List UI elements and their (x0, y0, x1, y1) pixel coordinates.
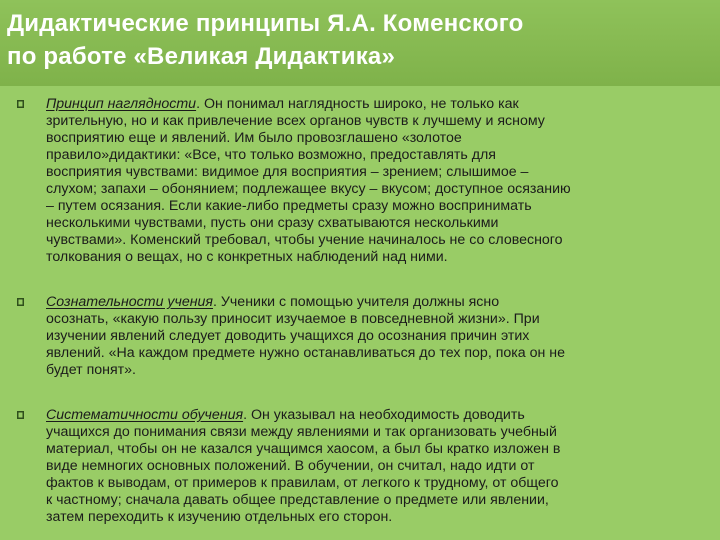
principle-text-line: зрительную, но и как привлечение всех органов чувств к лучшему и ясному (46, 113, 545, 129)
square-bullet-icon (16, 410, 25, 420)
slide-body (14, 96, 706, 526)
principle-text-line: правило»дидактики: «Все, что только возможно, предоставлять для (46, 147, 496, 163)
principle-text-line: восприятию еще и явлений. Им было провозглашено «золотое (46, 130, 462, 146)
principle-text-line: будет понят». (46, 362, 136, 378)
square-bullet-icon (16, 99, 25, 109)
principle-text-line: осознать, «какую пользу приносит изучаемое в повседневной жизни». При (46, 311, 540, 327)
principle-first-line (46, 407, 706, 424)
principle-text-line: толкования о вещах, но с конкретных наблюдений над ними. (46, 249, 448, 265)
principle-first-line (46, 294, 706, 311)
slide-title-line-2: по работе «Великая Дидактика» (7, 43, 396, 70)
principle-text-line: материал, чтобы он не казался учащимся хаосом, а был бы кратко изложен в (46, 441, 561, 457)
principle-text-line: учащихся до понимания связи между явлениями и так организовать учебный (46, 424, 557, 440)
principle-text-line: слухом; запахи – обонянием; подлежащее вкусу – вкусом; доступное осязанию (46, 181, 571, 197)
principle-item-visibility (14, 96, 706, 266)
principle-text-line: к частному; сначала давать общее представление о предмете или явлении, (46, 492, 549, 508)
principle-text-line: восприятия чувствами: видимое для восприятия – зрением; слышимое – (46, 164, 529, 180)
principle-item-consciousness (14, 294, 706, 379)
principle-text-line: . Он понимал наглядность широко, не только как (196, 96, 519, 112)
principle-text-line: . Он указывал на необходимость доводить (243, 407, 525, 423)
principle-text-line: . Ученики с помощью учителя должны ясно (213, 294, 500, 310)
principle-item-systematic (14, 407, 706, 526)
principle-text-line: виде немногих основных положений. В обучении, он считал, надо идти от (46, 458, 535, 474)
principle-text-line: чувствами». Коменский требовал, чтобы учение начиналось не со словесного (46, 232, 563, 248)
principle-text-line: несколькими чувствами, пусть они сразу схватываются несколькими (46, 215, 499, 231)
principle-text-line: фактов к выводам, от примеров к правилам, от легкого к трудному, от общего (46, 475, 559, 491)
slide-title (7, 7, 713, 73)
principle-text-line: – путем осязания. Если какие-либо предметы сразу можно воспринимать (46, 198, 532, 214)
principle-term: Принцип наглядности (46, 96, 197, 112)
principle-text-line: явлений. «На каждом предмете нужно останавливаться до тех пор, пока он не (46, 345, 566, 361)
principle-text-line: изучении явлений следует доводить учащихся до осознания причин этих (46, 328, 530, 344)
square-bullet-icon (16, 297, 25, 307)
principle-text-line: затем переходить к изучению отдельных его сторон. (46, 509, 393, 525)
slide-title-line-1: Дидактические принципы Я.А. Коменского (7, 10, 524, 37)
principle-term: Сознательности учения (46, 294, 214, 310)
principle-first-line (46, 96, 706, 113)
principle-term: Систематичности обучения (46, 407, 244, 423)
